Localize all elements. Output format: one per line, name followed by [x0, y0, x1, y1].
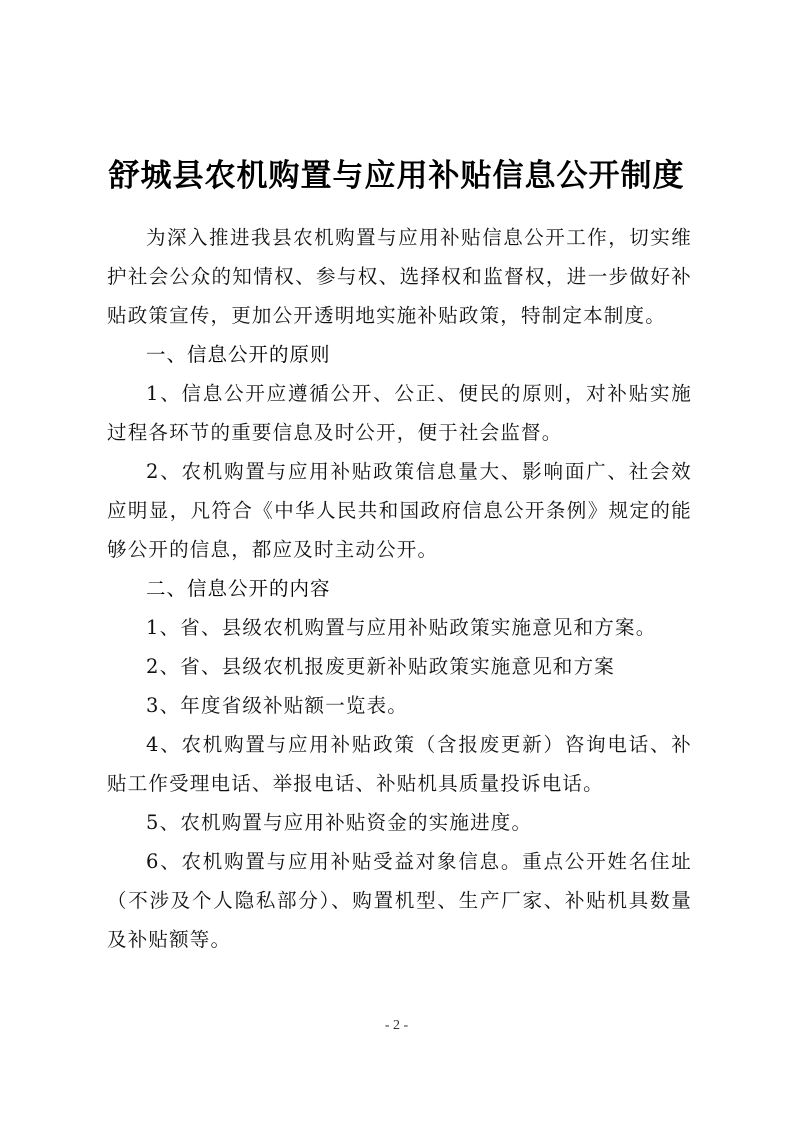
content-item-1: 1、省、县级农机购置与应用补贴政策实施意见和方案。	[146, 616, 657, 639]
page-number: - 2 -	[384, 1018, 409, 1033]
content-item-4: 4、农机购置与应用补贴政策（含报废更新）咨询电话、补贴工作受理电话、举报电话、补贴机具质量投诉电话。	[107, 733, 692, 795]
section-heading-content: 二、信息公开的内容	[146, 577, 331, 600]
principle-item-1: 1、信息公开应遵循公开、公正、便民的原则，对补贴实施过程各环节的重要信息及时公开，便于社会监督。	[107, 382, 692, 444]
content-item-2: 2、省、县级农机报废更新补贴政策实施意见和方案	[146, 655, 616, 678]
page-title: 舒城县农机购置与应用补贴信息公开制度	[108, 157, 685, 194]
intro-paragraph: 为深入推进我县农机购置与应用补贴信息公开工作，切实维护社会公众的知情权、参与权、选择权和监督权，进一步做好补贴政策宣传，更加公开透明地实施补贴政策，特制定本制度。	[107, 226, 692, 327]
content-item-6: 6、农机购置与应用补贴受益对象信息。重点公开姓名住址（不涉及个人隐私部分）、购置机型、生产厂家、补贴机具数量及补贴额等。	[107, 850, 692, 951]
section-heading-principles: 一、信息公开的原则	[146, 343, 331, 366]
content-item-5: 5、农机购置与应用补贴资金的实施进度。	[146, 811, 533, 834]
principle-item-2: 2、农机购置与应用补贴政策信息量大、影响面广、社会效应明显，凡符合《中华人民共和国政府信息公开条例》规定的能够公开的信息，都应及时主动公开。	[107, 460, 692, 561]
document-body	[107, 218, 692, 959]
content-item-3: 3、年度省级补贴额一览表。	[146, 694, 409, 717]
